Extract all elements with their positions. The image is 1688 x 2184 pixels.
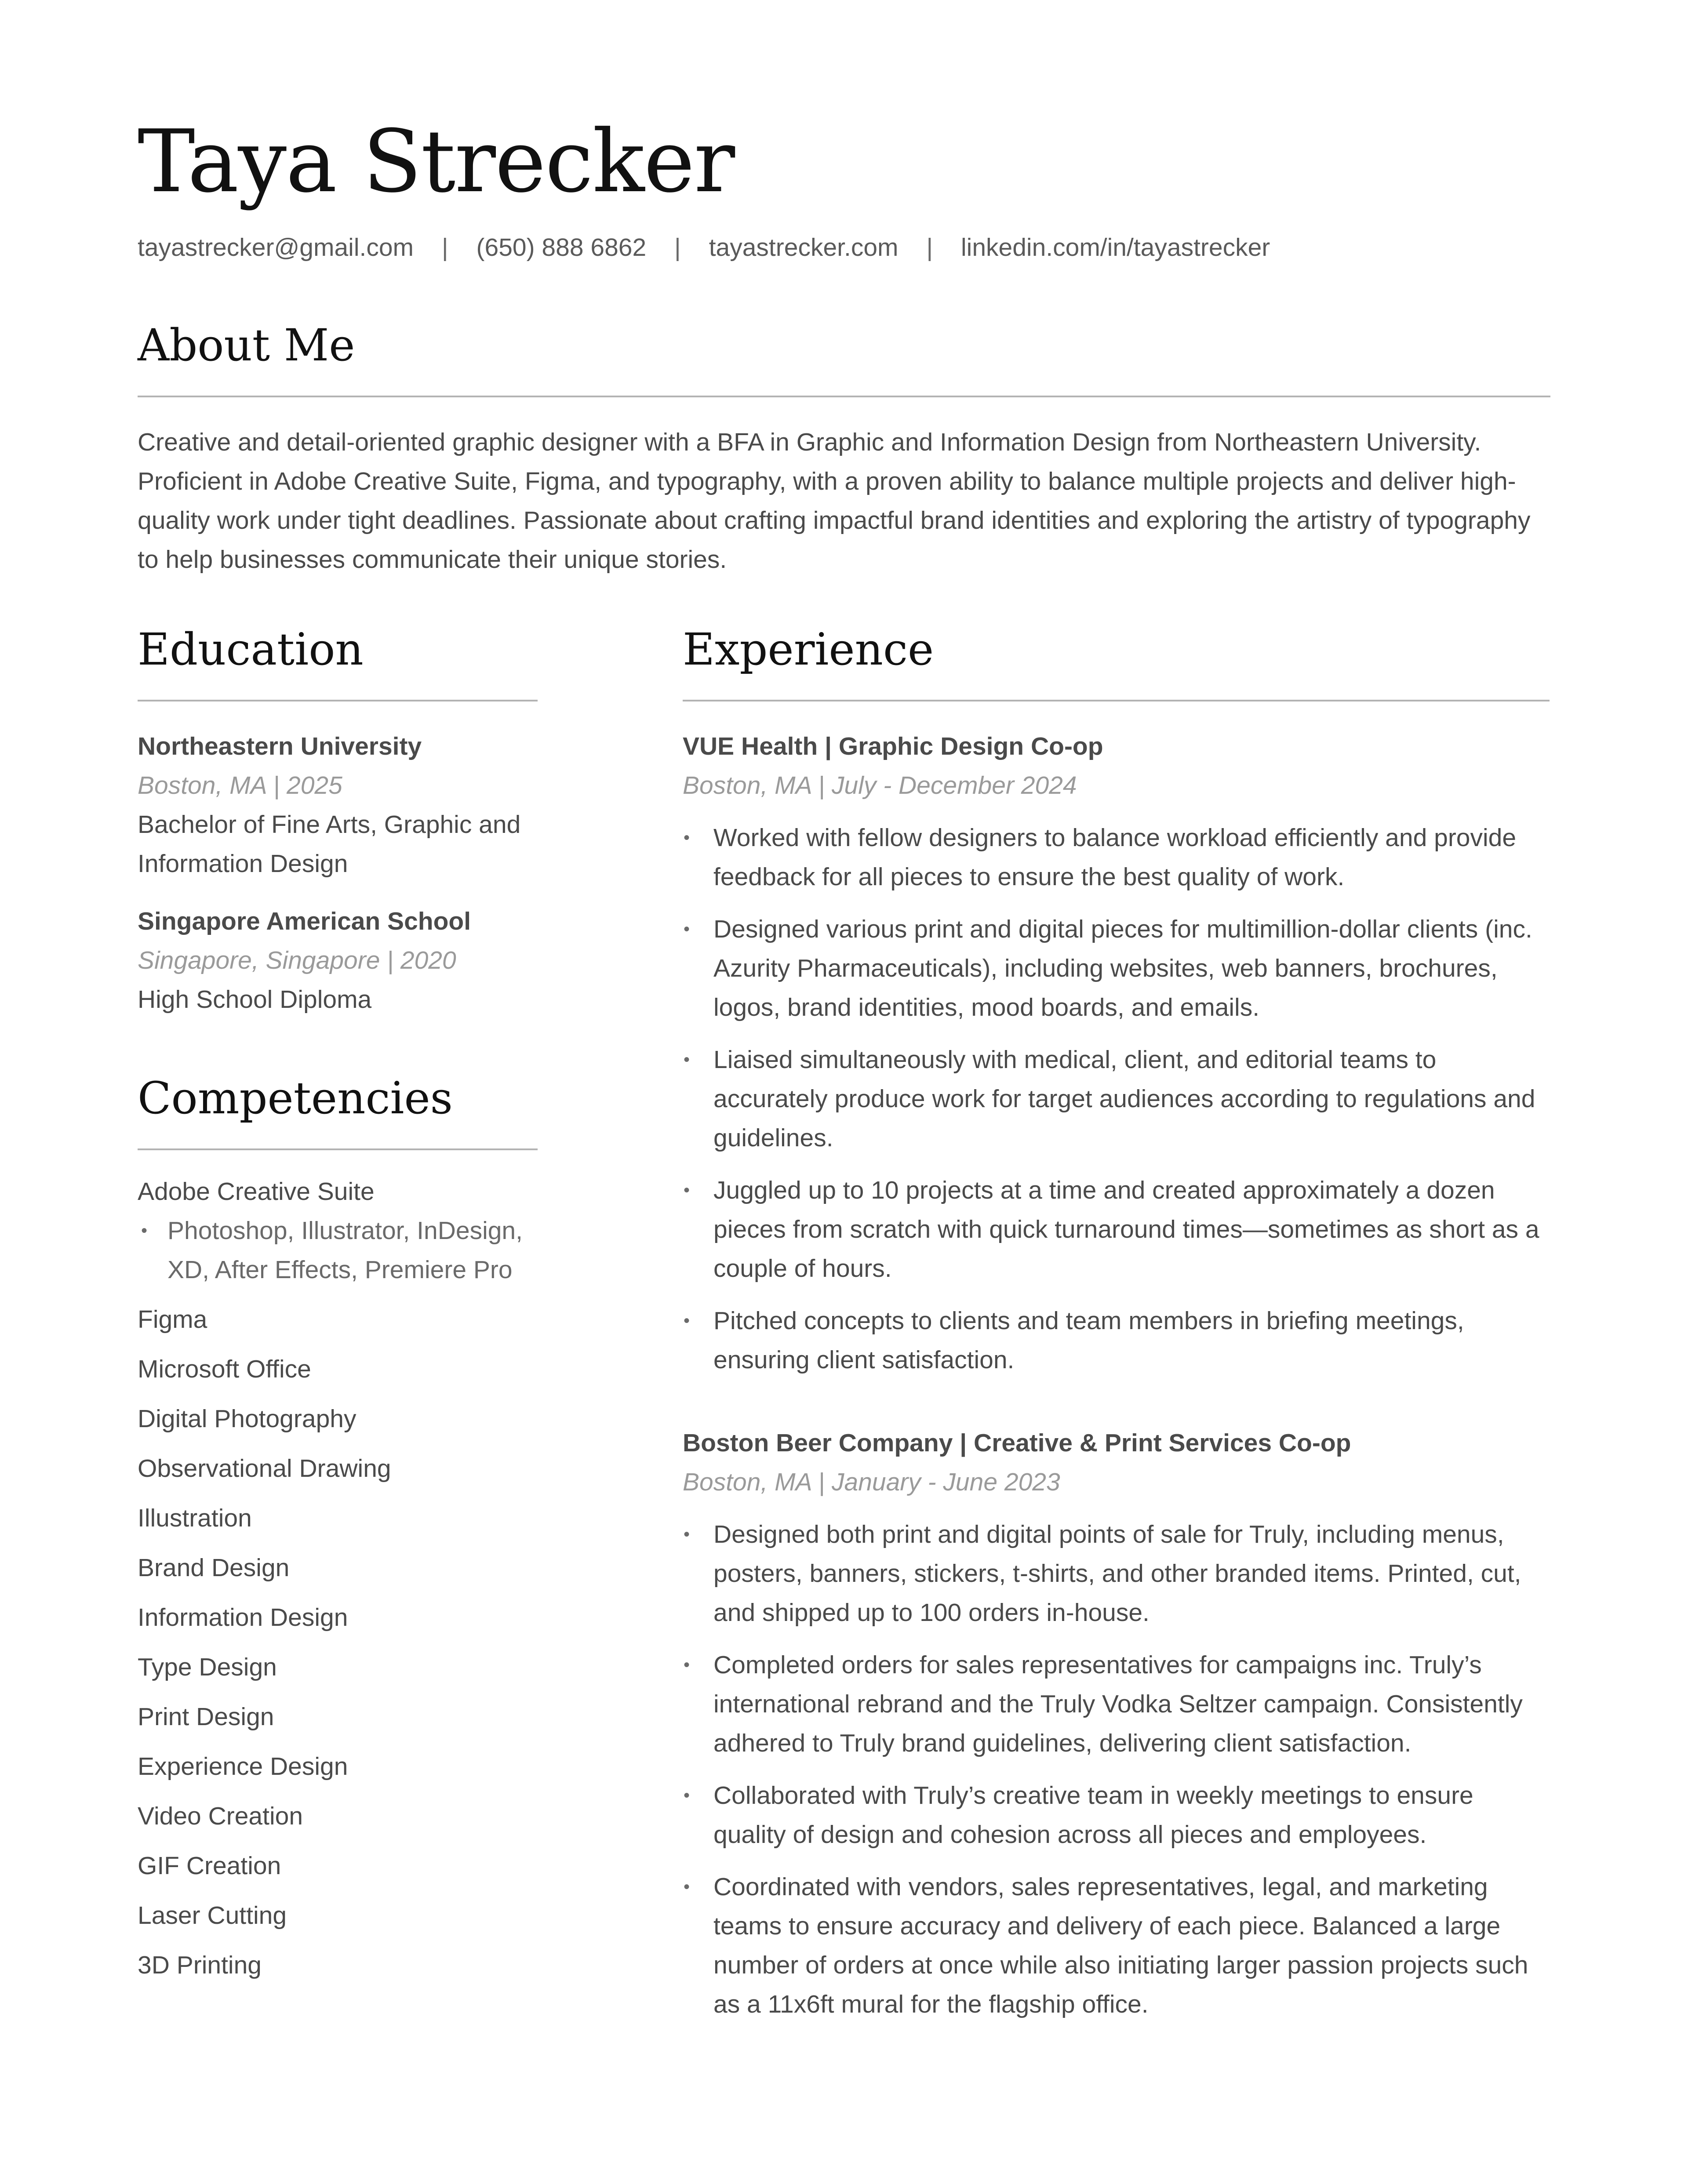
job-bullet: • Pitched concepts to clients and team members in briefing meetings, ensuring client satisfaction. — [683, 1301, 1550, 1380]
school-name: Singapore American School — [138, 907, 471, 935]
resume-header — [138, 112, 1550, 262]
competency-item: Figma — [138, 1305, 207, 1334]
contact-separator: | — [674, 233, 681, 262]
school-location-year: Boston, MA | 2025 — [138, 771, 342, 799]
about-section — [138, 320, 1550, 579]
section-divider — [138, 396, 1550, 397]
candidate-name: Taya Strecker — [138, 112, 735, 212]
job-bullet-list — [683, 1515, 1550, 2024]
about-title: About Me — [138, 320, 355, 371]
job-title: Boston Beer Company | Creative & Print Services Co-op — [683, 1429, 1351, 1457]
job-bullet-list — [683, 818, 1550, 1380]
competency-sublist — [138, 1211, 538, 1290]
contact-email[interactable]: tayastrecker@gmail.com — [138, 233, 414, 262]
contact-line — [138, 233, 1550, 262]
education-entry — [138, 902, 538, 1019]
job-bullet: • Worked with fellow designers to balance workload efficiently and provide feedback for all pieces to ensure the best quality of work. — [683, 818, 1550, 897]
degree: Bachelor of Fine Arts, Graphic and Information Design — [138, 810, 521, 878]
competency-list — [138, 1172, 538, 1985]
section-divider — [138, 1148, 538, 1150]
job-entry — [683, 727, 1550, 1380]
competency-subitem: • Photoshop, Illustrator, InDesign, XD, After Effects, Premiere Pro — [138, 1211, 538, 1290]
job-bullet: • Liaised simultaneously with medical, client, and editorial teams to accurately produce work for target audiences according to regulations and guidelines. — [683, 1040, 1550, 1158]
experience-title: Experience — [683, 624, 934, 675]
competency-item: Observational Drawing — [138, 1454, 391, 1483]
contact-separator: | — [926, 233, 933, 262]
education-title: Education — [138, 624, 364, 675]
contact-separator: | — [441, 233, 448, 262]
job-bullet: • Completed orders for sales representatives for campaigns inc. Truly’s international rebrand and the Truly Vodka Seltzer campaign. Consistently adhered to Truly brand guidelines, delivering client satisfaction. — [683, 1646, 1550, 1763]
job-bullet: • Juggled up to 10 projects at a time and created approximately a dozen pieces from scratch with quick turnaround times—sometimes as short as a couple of hours. — [683, 1171, 1550, 1288]
job-title: VUE Health | Graphic Design Co-op — [683, 732, 1103, 760]
competency-item: Type Design — [138, 1653, 277, 1681]
competency-label: Adobe Creative Suite — [138, 1177, 375, 1206]
competency-item: 3D Printing — [138, 1951, 262, 1979]
right-column — [683, 624, 1550, 2037]
job-entry — [683, 1424, 1550, 2024]
competency-item: Digital Photography — [138, 1405, 357, 1433]
school-name: Northeastern University — [138, 732, 422, 760]
contact-website[interactable]: tayastrecker.com — [709, 233, 899, 262]
competency-item: Experience Design — [138, 1752, 348, 1781]
job-bullet: • Designed various print and digital pieces for multimillion-dollar clients (inc. Azurity Pharmaceuticals), including websites, web banners, brochures, logos, brand identities, mood boards, and emails. — [683, 910, 1550, 1027]
competency-item — [138, 1172, 538, 1290]
competency-item: Illustration — [138, 1504, 252, 1532]
two-column-layout — [138, 624, 1550, 2037]
competency-item: GIF Creation — [138, 1852, 281, 1880]
competency-item: Brand Design — [138, 1554, 290, 1582]
section-divider — [683, 700, 1550, 701]
job-bullet: • Coordinated with vendors, sales representatives, legal, and marketing teams to ensure accuracy and delivery of each piece. Balanced a large number of orders at once while also initiating larger passion projects such as a 11x6ft mural for the flagship office. — [683, 1868, 1550, 2024]
competencies-section — [138, 1072, 538, 1985]
contact-linkedin[interactable]: linkedin.com/in/tayastrecker — [961, 233, 1270, 262]
job-location-dates: Boston, MA | July - December 2024 — [683, 771, 1077, 799]
competencies-title: Competencies — [138, 1072, 453, 1124]
section-divider — [138, 700, 538, 701]
competency-item: Microsoft Office — [138, 1355, 311, 1383]
competency-item: Video Creation — [138, 1802, 303, 1830]
experience-section — [683, 624, 1550, 2024]
competency-item: Print Design — [138, 1703, 274, 1731]
education-section — [138, 624, 538, 1019]
education-entry — [138, 727, 538, 883]
school-location-year: Singapore, Singapore | 2020 — [138, 946, 456, 974]
job-bullet: • Designed both print and digital points of sale for Truly, including menus, posters, banners, stickers, t-shirts, and other branded items. Printed, cut, and shipped up to 100 orders in-house. — [683, 1515, 1550, 1632]
job-bullet: • Collaborated with Truly’s creative team in weekly meetings to ensure quality of design and cohesion across all pieces and employees. — [683, 1776, 1550, 1854]
competency-item: Information Design — [138, 1603, 348, 1632]
left-column — [138, 624, 538, 2037]
degree: High School Diploma — [138, 985, 372, 1014]
job-location-dates: Boston, MA | January - June 2023 — [683, 1468, 1060, 1496]
contact-phone[interactable]: (650) 888 6862 — [476, 233, 647, 262]
competency-item: Laser Cutting — [138, 1901, 287, 1930]
about-text: Creative and detail-oriented graphic designer with a BFA in Graphic and Information Design from Northeastern University. Proficient in Adobe Creative Suite, Figma, and typography, with a proven ability to balance multiple projects and deliver high-quality work under tight deadlines. Passionate about crafting impactful brand identities and exploring the artistry of typography to help businesses communicate their unique stories. — [138, 428, 1531, 574]
